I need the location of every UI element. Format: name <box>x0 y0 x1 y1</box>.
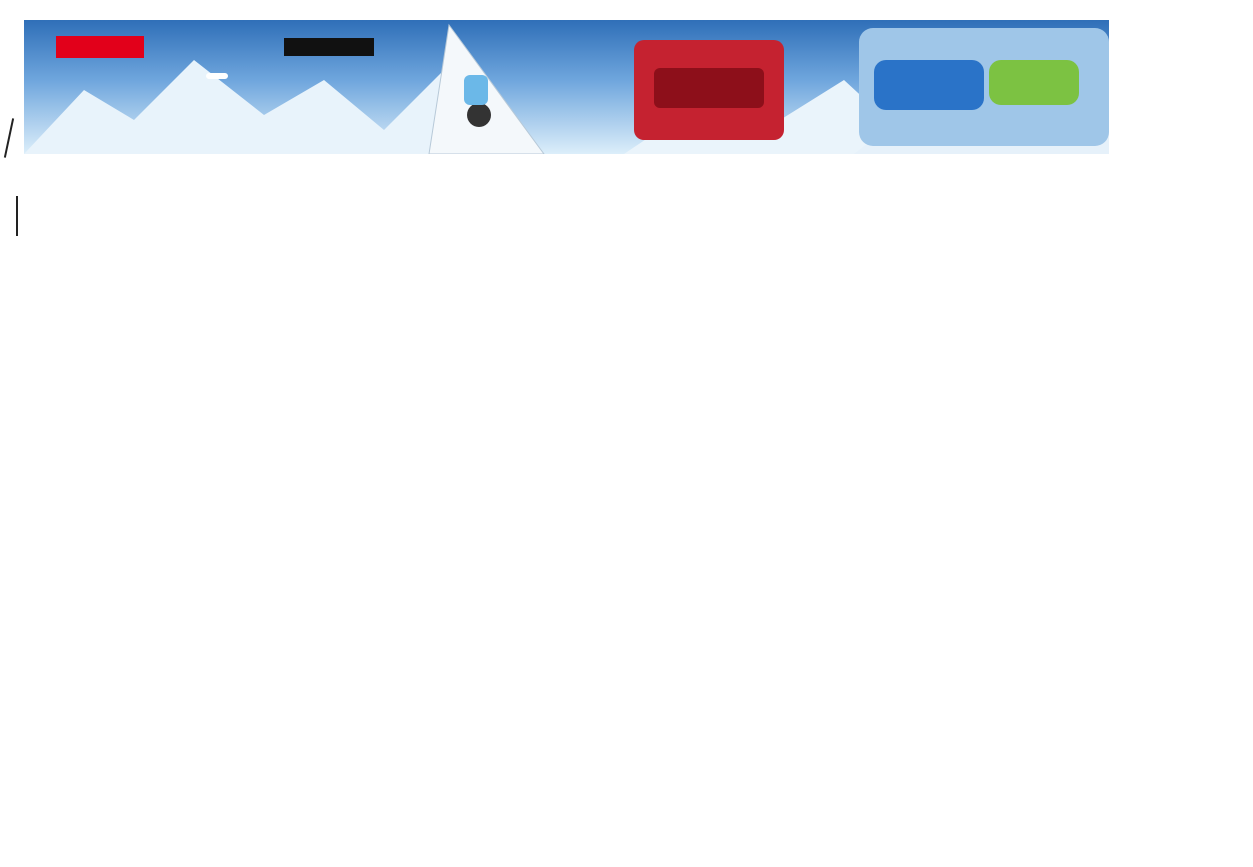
trophee-andros-logo <box>119 50 314 138</box>
header-banner <box>24 20 1240 154</box>
margin-mark <box>16 196 18 236</box>
margin-mark <box>4 118 14 158</box>
andros-text <box>206 73 228 79</box>
andros-electrique-logo <box>1129 88 1224 144</box>
